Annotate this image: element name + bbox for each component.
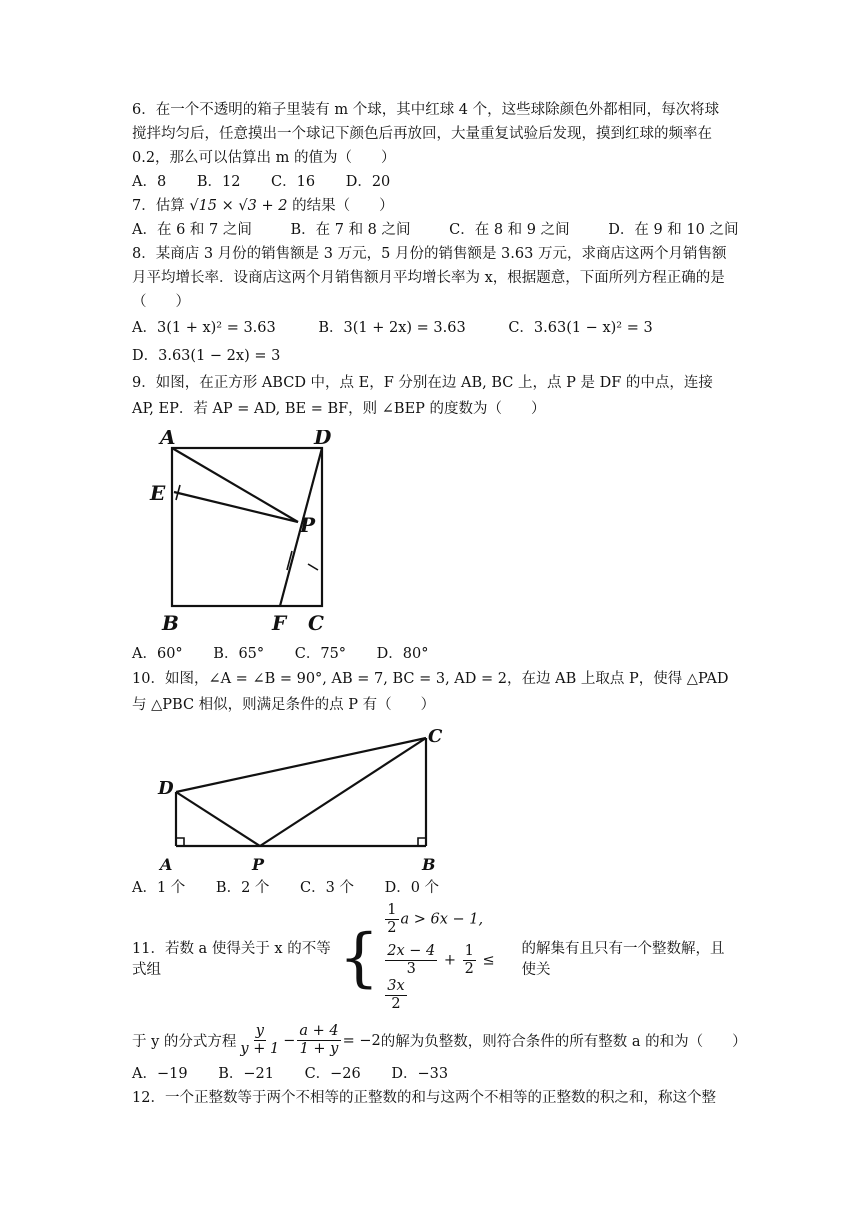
q9-label-c: C	[308, 611, 324, 635]
q7-stem-post: 的结果（ ）	[287, 198, 394, 214]
q9-label-p: P	[300, 513, 316, 537]
q9-figure	[132, 430, 732, 640]
q11-eq-rhs: = −2	[342, 1032, 381, 1049]
q6-option-b[interactable]: B．12	[196, 174, 241, 190]
q6-options	[132, 170, 732, 194]
q11-ineq2-f1-den: 3	[406, 961, 416, 977]
q10-option-b[interactable]: B．2 个	[215, 880, 270, 896]
q6-option-d[interactable]: D．20	[345, 174, 391, 190]
q10-option-c[interactable]: C．3 个	[300, 880, 354, 896]
q12-stem: 12．一个正整数等于两个不相等的正整数的和与这两个不相等的正整数的积之和，称这个整	[132, 1090, 716, 1106]
q8-option-d[interactable]: D．3.63(1 − 2x) = 3	[132, 348, 281, 364]
q9-square-diagram	[132, 430, 342, 640]
q7-option-b[interactable]: B．在 7 和 8 之间	[290, 222, 411, 238]
q9-option-c[interactable]: C．75°	[294, 646, 347, 662]
q11-eq-f1-num: y	[255, 1023, 264, 1039]
q9-option-a[interactable]: A．60°	[132, 646, 183, 662]
q9-options	[132, 642, 732, 666]
q11-inequality-2	[383, 943, 511, 1013]
q9-label-a: A	[160, 430, 176, 449]
q7-option-c[interactable]: C．在 8 和 9 之间	[449, 222, 570, 238]
q7-expression: √15 × √3 + 2	[189, 198, 288, 214]
q8-options	[132, 314, 732, 342]
q10-options	[132, 876, 732, 900]
q11-ineq1-rest: a > 6x − 1,	[400, 911, 484, 928]
q11-brace: {	[338, 920, 380, 995]
q11-eq-minus: −	[283, 1032, 296, 1049]
q11-ineq2-leq: ≤	[482, 952, 495, 969]
q11-option-d[interactable]: D．−33	[391, 1066, 449, 1082]
q10-label-p: P	[252, 855, 265, 874]
q11-ineq2-f3-den: 2	[391, 996, 401, 1012]
q8-option-c[interactable]: C．3.63(1 − x)² = 3	[508, 320, 653, 336]
q11-equation-line	[132, 1023, 747, 1058]
q11-stem2-post: 的解为负整数，则符合条件的所有整数 a 的和为（ ）	[380, 1034, 747, 1050]
q10-option-a[interactable]: A．1 个	[132, 880, 186, 896]
q11-stem2-pre: 于 y 的分式方程	[132, 1034, 237, 1050]
q11-stem-mid: 的解集有且只有一个整数解，且使关	[521, 940, 725, 978]
q9-label-b: B	[162, 611, 179, 635]
q11-ineq2-f2-den: 2	[464, 961, 474, 977]
q10-label-a: A	[160, 855, 173, 874]
q9-label-f: F	[272, 611, 287, 635]
q9-option-d[interactable]: D．80°	[376, 646, 429, 662]
q11-eq-f2-num: a + 4	[299, 1023, 339, 1039]
q9-stem: 9．如图，在正方形 ABCD 中，点 E，F 分别在边 AB, BC 上，点 P 是 DF 的中点，连接 AP, EP．若 AP = AD, BE = BF，则 ∠BEP 的度数为（ ）	[132, 375, 713, 417]
q10-option-d[interactable]: D．0 个	[384, 880, 440, 896]
q8-stem: 8．某商店 3 月份的销售额是 3 万元，5 月份的销售额是 3.63 万元，求商店这两个月销售额月平均增长率．设商店这两个月销售额月平均增长率为 x，根据题意，下面所列方程正确的是（ ）	[132, 246, 727, 310]
q11-eq-f1-den: y + 1	[240, 1041, 280, 1057]
q6-option-c[interactable]: C．16	[271, 174, 316, 190]
q11-stem-pre: 11．若数 a 使得关于 x 的不等式组	[132, 940, 331, 978]
q8-option-a[interactable]: A．3(1 + x)² = 3.63	[132, 320, 276, 336]
q10-label-c: C	[428, 726, 443, 747]
q10-figure	[132, 724, 732, 874]
q8-option-b[interactable]: B．3(1 + 2x) = 3.63	[318, 320, 466, 336]
q11-options	[132, 1062, 732, 1086]
q11-option-c[interactable]: C．−26	[304, 1066, 361, 1082]
q11-ineq2-f1-num: 2x − 4	[387, 943, 436, 959]
q11-ineq2-f2-num: 1	[464, 943, 474, 959]
q7-option-d[interactable]: D．在 9 和 10 之间	[608, 222, 739, 238]
q11-stem-line	[132, 902, 732, 1013]
exam-page	[132, 98, 747, 1110]
q7-options	[132, 218, 739, 242]
q11-option-a[interactable]: A．−19	[132, 1066, 188, 1082]
q7-option-a[interactable]: A．在 6 和 7 之间	[132, 222, 252, 238]
q9-option-b[interactable]: B．65°	[213, 646, 265, 662]
q11-eq-f2-den: 1 + y	[299, 1041, 339, 1057]
q10-label-d: D	[158, 778, 174, 799]
q11-option-b[interactable]: B．−21	[218, 1066, 274, 1082]
q10-stem: 10．如图，∠A = ∠B = 90°, AB = 7, BC = 3, AD = 2，在边 AB 上取点 P，使得 △PAD 与 △PBC 相似，则满足条件的点 P 有（ ）	[132, 671, 729, 713]
q9-label-d: D	[314, 430, 332, 449]
q6-stem: 6．在一个不透明的箱子里装有 m 个球，其中红球 4 个，这些球除颜色外都相同，每次将球搅拌均匀后，任意摸出一个球记下颜色后再放回，大量重复试验后发现，摸到红球的频率在 0.2，那么可以估算出 m 的值为（ ）	[132, 102, 720, 166]
q11-ineq2-plus: +	[443, 952, 457, 969]
q9-segment-ap	[172, 448, 298, 522]
q11-ineq1-den: 2	[387, 920, 397, 936]
q11-inequality-system	[383, 902, 511, 1013]
q9-segment-ep	[174, 492, 298, 522]
q9-label-e: E	[150, 481, 166, 505]
q7-stem-pre: 7．估算	[132, 198, 190, 214]
q6-option-a[interactable]: A．8	[132, 174, 167, 190]
q7-stem	[132, 194, 732, 218]
q11-ineq1-num: 1	[387, 902, 397, 918]
q10-label-b: B	[422, 855, 436, 874]
q11-ineq2-f3-num: 3x	[387, 978, 405, 994]
q11-inequality-1	[383, 902, 511, 937]
q10-trapezoid-diagram	[132, 724, 452, 874]
